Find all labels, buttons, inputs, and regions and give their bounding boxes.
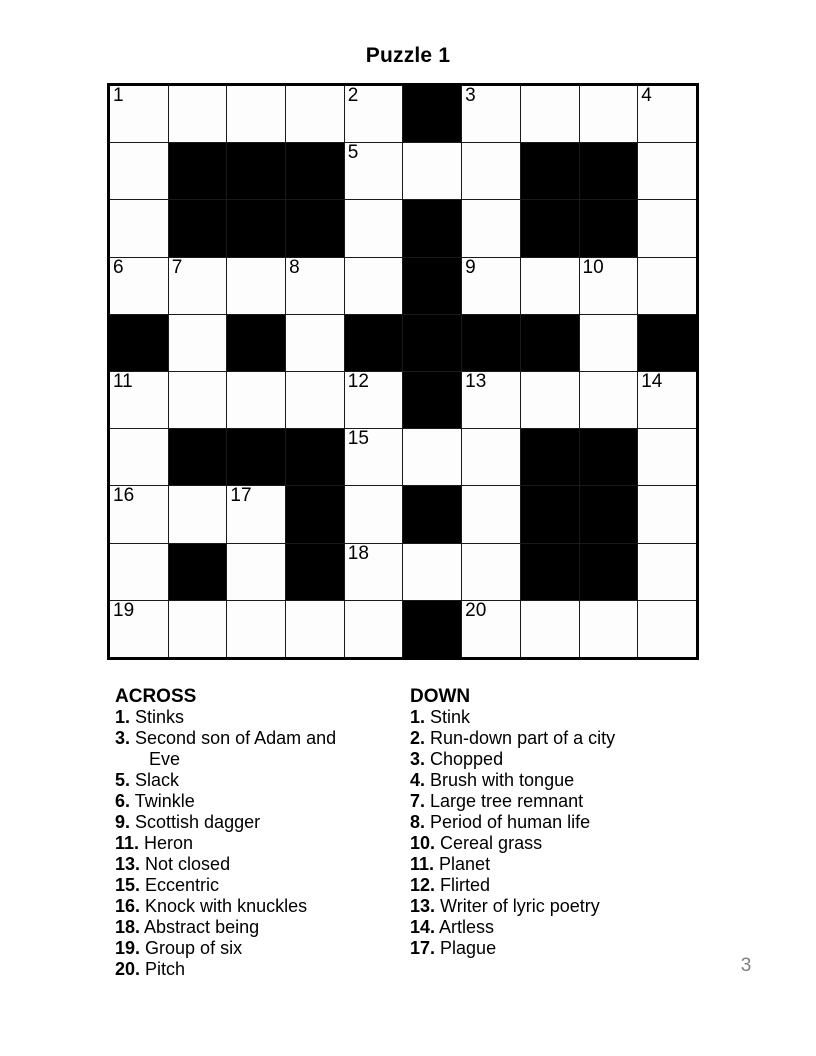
cell-number: 4 [641, 85, 652, 106]
cell-number: 14 [641, 370, 663, 392]
grid-cell-r6c8[interactable] [521, 372, 579, 428]
black-cell-r6c6 [403, 372, 461, 428]
black-cell-r3c4 [286, 200, 344, 256]
black-cell-r5c5 [345, 315, 403, 371]
grid-cell-r4c8[interactable] [521, 258, 579, 314]
clue-across-19 [115, 938, 360, 959]
cell-number: 1 [113, 85, 124, 106]
clue-down-17 [410, 938, 710, 959]
clue-across-20 [115, 959, 360, 980]
cell-number: 2 [347, 85, 359, 106]
clue-text: Group of six [140, 938, 243, 958]
clue-down-4 [410, 770, 710, 791]
black-cell-r8c9 [580, 486, 638, 542]
clue-down-8 [410, 812, 710, 833]
grid-cell-r10c1[interactable] [110, 601, 168, 657]
clue-number: 11. [115, 833, 140, 853]
clue-text: Twinkle [130, 791, 195, 811]
clue-text: Not closed [140, 854, 231, 874]
grid-cell-r8c1[interactable] [110, 486, 168, 542]
clue-text: Eccentric [140, 875, 220, 895]
clue-number: 3. [410, 749, 426, 769]
grid-cell-r10c9[interactable] [580, 601, 638, 657]
cell-number: 7 [171, 256, 183, 278]
clue-across-9 [115, 812, 360, 833]
grid-cell-r9c3[interactable] [227, 544, 285, 600]
down-header: DOWN [410, 686, 471, 707]
grid-cell-r1c10[interactable] [638, 86, 696, 142]
clue-text: Heron [139, 833, 194, 853]
cell-number: 19 [113, 599, 135, 621]
cell-number: 10 [582, 256, 604, 278]
clue-number: 7. [410, 791, 426, 811]
crossword-grid [107, 83, 699, 660]
grid-cell-r7c5[interactable] [345, 429, 403, 485]
clue-number: 13. [410, 896, 436, 916]
black-cell-r10c6 [403, 601, 461, 657]
clue-text: Slack [130, 770, 180, 790]
grid-cell-r6c2[interactable] [169, 372, 227, 428]
clue-down-1 [410, 707, 710, 728]
grid-cell-r3c7[interactable] [462, 200, 520, 256]
grid-cell-r1c5[interactable] [345, 86, 403, 142]
clue-number: 15. [115, 875, 141, 895]
grid-cell-r6c3[interactable] [227, 372, 285, 428]
cell-number: 6 [113, 256, 124, 278]
across-clues-section [115, 686, 360, 980]
black-cell-r7c8 [521, 429, 579, 485]
grid-cell-r6c5[interactable] [345, 372, 403, 428]
grid-cell-r5c2[interactable] [169, 315, 227, 371]
clue-number: 1. [115, 707, 131, 727]
clue-down-7 [410, 791, 710, 812]
grid-cell-r3c5[interactable] [345, 200, 403, 256]
down-clue-list [410, 707, 710, 959]
clue-text: Chopped [425, 749, 504, 769]
grid-cell-r1c1[interactable] [110, 86, 168, 142]
black-cell-r8c4 [286, 486, 344, 542]
black-cell-r3c2 [169, 200, 227, 256]
clue-number: 17. [410, 938, 436, 958]
grid-cell-r7c10[interactable] [638, 429, 696, 485]
clue-text: Stinks [130, 707, 185, 727]
grid-cell-r1c2[interactable] [169, 86, 227, 142]
grid-cell-r4c7[interactable] [462, 258, 520, 314]
clue-text: Abstract being [140, 917, 260, 937]
grid-cell-r6c1[interactable] [110, 372, 168, 428]
clue-down-14 [410, 917, 710, 938]
grid-cell-r8c5[interactable] [345, 486, 403, 542]
cell-number: 3 [465, 85, 476, 106]
black-cell-r2c9 [580, 143, 638, 199]
grid-cell-r3c1[interactable] [110, 200, 168, 256]
grid-cell-r4c4[interactable] [286, 258, 344, 314]
clue-text: Knock with knuckles [140, 896, 308, 916]
grid-cell-r4c10[interactable] [638, 258, 696, 314]
grid-cell-r1c4[interactable] [286, 86, 344, 142]
grid-cell-r6c10[interactable] [638, 372, 696, 428]
across-header: ACROSS [115, 686, 197, 707]
grid-cell-r4c1[interactable] [110, 258, 168, 314]
clue-across-11 [115, 833, 360, 854]
clue-text: Large tree remnant [425, 791, 584, 811]
grid-cell-r4c5[interactable] [345, 258, 403, 314]
black-cell-r3c3 [227, 200, 285, 256]
clue-number: 9. [115, 812, 131, 832]
cell-number: 5 [347, 142, 359, 164]
grid-cell-r5c4[interactable] [286, 315, 344, 371]
clue-across-13 [115, 854, 360, 875]
clue-number: 6. [115, 791, 131, 811]
clue-number: 16. [115, 896, 141, 916]
cell-number: 20 [465, 599, 487, 621]
clue-number: 8. [410, 812, 426, 832]
puzzle-title: Puzzle 1 [365, 44, 451, 67]
clue-across-18 [115, 917, 360, 938]
black-cell-r2c4 [286, 143, 344, 199]
black-cell-r5c8 [521, 315, 579, 371]
clue-across-1 [115, 707, 360, 728]
clue-number: 18. [115, 917, 141, 937]
clue-down-3 [410, 749, 710, 770]
black-cell-r2c3 [227, 143, 285, 199]
clue-number: 12. [410, 875, 436, 895]
grid-cell-r10c5[interactable] [345, 601, 403, 657]
black-cell-r9c9 [580, 544, 638, 600]
clue-text: Period of human life [425, 812, 591, 832]
grid-cell-r4c2[interactable] [169, 258, 227, 314]
grid-cell-r9c6[interactable] [403, 544, 461, 600]
black-cell-r3c6 [403, 200, 461, 256]
clue-number: 10. [410, 833, 436, 853]
clue-across-3 [115, 728, 360, 770]
clue-text: Brush with tongue [425, 770, 575, 790]
clue-text: Writer of lyric poetry [435, 896, 600, 916]
grid-cell-r5c9[interactable] [580, 315, 638, 371]
black-cell-r9c8 [521, 544, 579, 600]
cell-number: 11 [113, 370, 133, 392]
clue-across-6 [115, 791, 360, 812]
black-cell-r8c8 [521, 486, 579, 542]
clue-across-16 [115, 896, 360, 917]
black-cell-r8c6 [403, 486, 461, 542]
grid-cell-r8c2[interactable] [169, 486, 227, 542]
grid-cell-r9c5[interactable] [345, 544, 403, 600]
cell-number: 8 [289, 256, 300, 278]
grid-cell-r10c10[interactable] [638, 601, 696, 657]
grid-cell-r7c1[interactable] [110, 429, 168, 485]
grid-cell-r2c10[interactable] [638, 143, 696, 199]
black-cell-r2c2 [169, 143, 227, 199]
cell-number: 18 [347, 542, 369, 564]
cell-number: 12 [347, 370, 369, 392]
cell-number: 15 [347, 428, 369, 450]
grid-cell-r8c7[interactable] [462, 486, 520, 542]
black-cell-r5c10 [638, 315, 696, 371]
clue-text: Scottish dagger [130, 812, 261, 832]
cell-number: 17 [230, 485, 252, 507]
clue-number: 14. [410, 917, 436, 937]
black-cell-r5c7 [462, 315, 520, 371]
grid-cell-r8c10[interactable] [638, 486, 696, 542]
across-clue-list [115, 707, 360, 980]
grid-cell-r3c10[interactable] [638, 200, 696, 256]
grid-cell-r1c7[interactable] [462, 86, 520, 142]
grid-cell-r2c1[interactable] [110, 143, 168, 199]
grid-cell-r1c8[interactable] [521, 86, 579, 142]
clue-number: 5. [115, 770, 131, 790]
grid-cell-r7c6[interactable] [403, 429, 461, 485]
black-cell-r3c8 [521, 200, 579, 256]
grid-cell-r10c4[interactable] [286, 601, 344, 657]
grid-cell-r10c2[interactable] [169, 601, 227, 657]
black-cell-r1c6 [403, 86, 461, 142]
cell-number: 13 [465, 370, 487, 392]
clue-text: Second son of Adam and Eve [130, 728, 337, 769]
grid-cell-r4c3[interactable] [227, 258, 285, 314]
clue-text: Run-down part of a city [425, 728, 616, 748]
grid-cell-r2c5[interactable] [345, 143, 403, 199]
clue-text: Cereal grass [435, 833, 543, 853]
clue-number: 13. [115, 854, 141, 874]
grid-cell-r6c9[interactable] [580, 372, 638, 428]
grid-cell-r10c3[interactable] [227, 601, 285, 657]
black-cell-r5c3 [227, 315, 285, 371]
clue-number: 2. [410, 728, 426, 748]
grid-cell-r2c7[interactable] [462, 143, 520, 199]
grid-cell-r1c3[interactable] [227, 86, 285, 142]
grid-cell-r9c10[interactable] [638, 544, 696, 600]
grid-cell-r10c8[interactable] [521, 601, 579, 657]
grid-cell-r2c6[interactable] [403, 143, 461, 199]
clue-down-13 [410, 896, 710, 917]
clue-number: 19. [115, 938, 141, 958]
black-cell-r9c4 [286, 544, 344, 600]
black-cell-r4c6 [403, 258, 461, 314]
black-cell-r5c6 [403, 315, 461, 371]
clue-text: Planet [434, 854, 491, 874]
clue-across-5 [115, 770, 360, 791]
grid-cell-r10c7[interactable] [462, 601, 520, 657]
clue-number: 4. [410, 770, 426, 790]
grid-cell-r8c3[interactable] [227, 486, 285, 542]
down-clues-section [410, 686, 710, 959]
clue-text: Flirted [435, 875, 491, 895]
cell-number: 16 [113, 485, 135, 507]
clue-text: Plague [435, 938, 497, 958]
grid-cell-r6c4[interactable] [286, 372, 344, 428]
black-cell-r9c2 [169, 544, 227, 600]
clue-number: 3. [115, 728, 131, 748]
clue-text: Stink [425, 707, 471, 727]
clue-number: 1. [410, 707, 426, 727]
grid-cell-r1c9[interactable] [580, 86, 638, 142]
grid-cell-r7c7[interactable] [462, 429, 520, 485]
black-cell-r7c2 [169, 429, 227, 485]
clue-across-15 [115, 875, 360, 896]
clue-number: 11. [410, 854, 435, 874]
cell-number: 9 [465, 256, 476, 278]
black-cell-r2c8 [521, 143, 579, 199]
black-cell-r7c3 [227, 429, 285, 485]
page-number: 3 [740, 955, 752, 976]
black-cell-r7c9 [580, 429, 638, 485]
black-cell-r5c1 [110, 315, 168, 371]
clue-down-2 [410, 728, 710, 749]
clue-number: 20. [115, 959, 141, 979]
black-cell-r3c9 [580, 200, 638, 256]
black-cell-r7c4 [286, 429, 344, 485]
grid-cell-r9c1[interactable] [110, 544, 168, 600]
clue-down-11 [410, 854, 710, 875]
grid-cell-r4c9[interactable] [580, 258, 638, 314]
clue-down-10 [410, 833, 710, 854]
clue-down-12 [410, 875, 710, 896]
clue-text: Artless [435, 917, 495, 937]
clue-text: Pitch [140, 959, 186, 979]
grid-cell-r9c7[interactable] [462, 544, 520, 600]
grid-cell-r6c7[interactable] [462, 372, 520, 428]
